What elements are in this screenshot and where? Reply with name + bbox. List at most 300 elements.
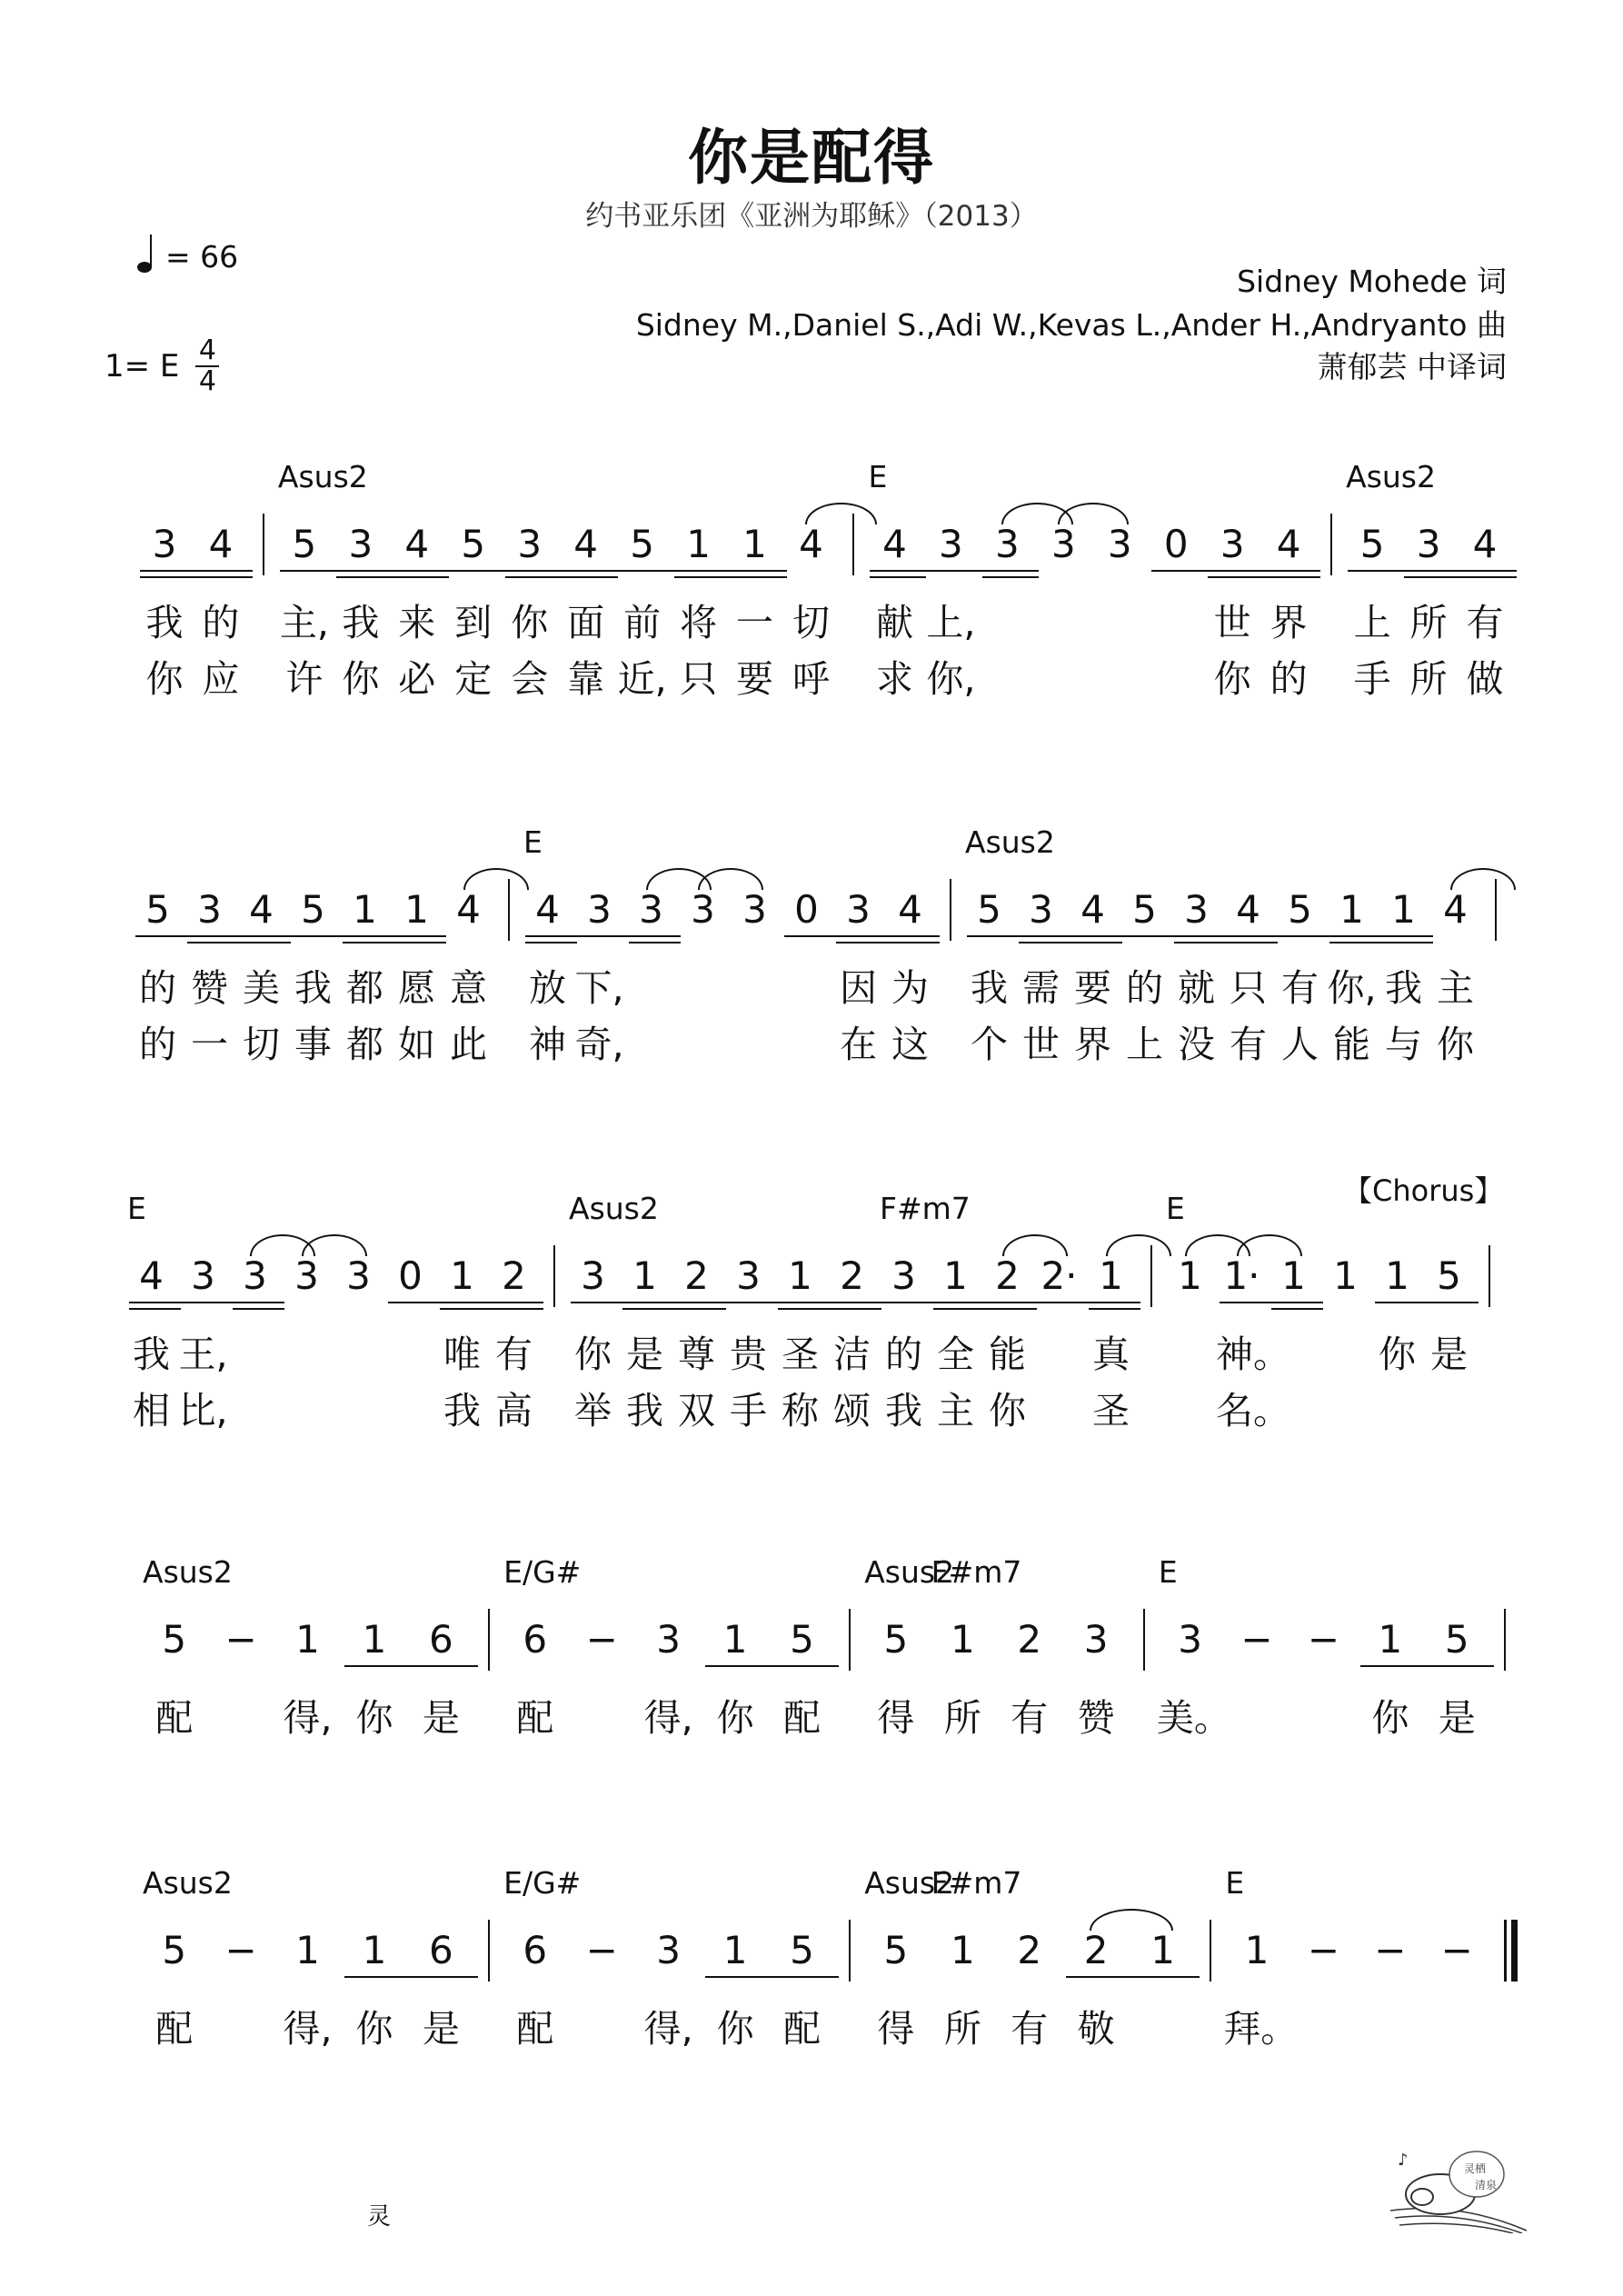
note-slot (862, 1865, 955, 2065)
note-slot (884, 843, 936, 1066)
lyric-verse-2: 如 (398, 1023, 435, 1066)
duration-underline (933, 1302, 985, 1303)
note: 2· (1041, 1253, 1078, 1298)
note: 3 (152, 522, 177, 566)
lyric-verse-1: 到 (454, 601, 493, 644)
duration-underline (772, 1976, 839, 1978)
note-slot (341, 1883, 407, 2065)
lyric-verse-2: 主 (937, 1389, 974, 1433)
note-slot (1457, 477, 1513, 701)
duration-underline (1381, 935, 1433, 937)
lyric-verse-2: 会 (511, 657, 549, 701)
lyric-verse-2: 的 (1270, 657, 1308, 701)
lyric-verse-2: 称 (782, 1389, 819, 1433)
note-slot (408, 1572, 474, 1754)
note: 3 (197, 887, 222, 932)
note-slot (1204, 477, 1260, 701)
score-system (132, 824, 1508, 1066)
duration-underline (1070, 942, 1122, 943)
barline-stroke (1210, 1920, 1211, 1982)
note: 1 (722, 1928, 748, 1972)
chord-symbol: Asus2 (143, 1865, 233, 1901)
duration-underline (1264, 576, 1320, 578)
lyric-verse-2: 你 (145, 657, 184, 701)
chord-symbol: Asus2 (864, 1554, 955, 1590)
chorus-label: 【Chorus】 (1343, 1173, 1504, 1208)
lyric-verse-1: 都 (346, 966, 383, 1010)
lyric-verse-2: 靠 (567, 657, 605, 701)
lyric-verse-1: 我 (145, 601, 184, 644)
note-slot (1424, 1572, 1490, 1754)
note-slot (774, 1209, 826, 1433)
lyric-verse-2: 的 (139, 1023, 176, 1066)
duration-underline (1226, 935, 1278, 937)
note: 3 (517, 522, 543, 566)
lyric-verse-1: 要 (1074, 966, 1111, 1010)
lyric-verse-2: 有 (1230, 1023, 1267, 1066)
lyric-verse-1: 前 (623, 601, 662, 644)
lyric-verse-2: 举 (574, 1389, 612, 1433)
barline-stroke (1504, 1609, 1506, 1671)
note-slot (677, 843, 729, 1024)
note-slot (1357, 1572, 1423, 1754)
note: 2 (502, 1253, 526, 1298)
lyric-verse-1: 面 (567, 601, 605, 644)
lyric-verse-1: 你, (1327, 966, 1377, 1010)
note-slot (1378, 843, 1429, 1066)
lyric-verse-2: 我 (443, 1389, 481, 1433)
lyric-verse-2: 我 (626, 1389, 663, 1433)
chord-symbol: E (868, 459, 888, 494)
chord-symbol: E (1166, 1191, 1185, 1226)
barline (1196, 1883, 1223, 2065)
note-slot (445, 477, 502, 701)
note-slot (177, 1209, 229, 1433)
note: 4 (208, 522, 234, 566)
duration-underline (731, 570, 787, 572)
translator-credit: 萧郁芸 中译词 (1317, 349, 1507, 384)
note: 2 (995, 1253, 1020, 1298)
lyric-verse-1: 配 (782, 2007, 821, 2051)
duration-underline (1226, 942, 1278, 943)
note-slot (769, 1883, 835, 2065)
lyric-verse-2: 必 (398, 657, 436, 701)
note-slot (922, 477, 979, 701)
note: 3 (1178, 1617, 1202, 1662)
note-slot (930, 1554, 1022, 1754)
lyric-verse-1: 有 (1011, 1696, 1049, 1740)
duration-underline (870, 570, 926, 572)
chord-symbol: E (1225, 1865, 1245, 1901)
note: 4 (1443, 887, 1468, 932)
lyric-verse-1: 需 (1022, 966, 1060, 1010)
lyric-verse-1: 美。 (1156, 1696, 1231, 1740)
lyric-verse-1: 配 (155, 2007, 194, 2051)
lyric-verse-1: 放 (529, 966, 566, 1010)
duration-underline (525, 935, 577, 937)
duration-underline (1151, 570, 1208, 572)
chord-symbol: F#m7 (880, 1191, 971, 1226)
lyric-verse-1: 主 (1437, 966, 1474, 1010)
duration-underline (1089, 1308, 1140, 1310)
duration-underline (985, 1302, 1037, 1303)
lyric-verse-2: 手 (1353, 657, 1391, 701)
barline-stroke (508, 879, 510, 941)
duration-underline (280, 570, 336, 572)
note-slot (1119, 843, 1170, 1066)
lyric-verse-1: 你 (1371, 1696, 1409, 1740)
note: 3 (243, 1253, 267, 1298)
duration-underline (181, 1302, 233, 1303)
quarter-note-icon (136, 233, 158, 275)
duration-underline (830, 1308, 881, 1310)
note-slot (391, 843, 443, 1066)
note: 1 (1178, 1253, 1202, 1298)
chord-symbol: E/G# (503, 1554, 582, 1590)
note: − (1374, 1928, 1407, 1972)
note: − (585, 1928, 618, 1972)
lyric-verse-1: 上, (926, 601, 976, 644)
note-slot (567, 1191, 659, 1433)
note-slot (502, 477, 558, 701)
note: − (1307, 1617, 1340, 1662)
note: 4 (1472, 522, 1498, 566)
note-slot (274, 1572, 341, 1754)
lyric-verse-1: 就 (1178, 966, 1215, 1010)
lyric-verse-1: 洁 (833, 1333, 871, 1376)
duration-underline (492, 1302, 543, 1303)
lyric-verse-1: 得, (283, 2007, 333, 2051)
barline (1130, 1572, 1157, 1754)
lyric-verse-1: 得, (643, 1696, 693, 1740)
lyric-verse-2: 切 (243, 1023, 280, 1066)
note: 4 (139, 1253, 164, 1298)
time-bottom: 4 (198, 365, 216, 397)
duration-underline (1271, 1302, 1323, 1303)
lyric-verse-2: 近, (617, 657, 667, 701)
note-slot (558, 477, 614, 701)
lyric-verse-1: 的 (202, 601, 240, 644)
chord-symbol: Asus2 (965, 824, 1055, 860)
lyric-verse-2: 界 (1074, 1023, 1111, 1066)
lyric-verse-2: 定 (454, 657, 493, 701)
note-slot (1274, 843, 1326, 1066)
lyric-verse-1: 赞 (1077, 1696, 1115, 1740)
note-slot (1326, 843, 1378, 1066)
duration-underline (440, 1308, 492, 1310)
duration-underline (1070, 935, 1122, 937)
note-slot (1268, 1209, 1319, 1391)
duration-underline (836, 935, 888, 937)
lyric-verse-2: 应 (202, 657, 240, 701)
note-slot (635, 1883, 702, 2065)
barline (1475, 1209, 1502, 1391)
note: 1 (353, 887, 377, 932)
duration-underline (881, 1302, 933, 1303)
barline (1481, 843, 1508, 1024)
duration-underline (674, 1302, 726, 1303)
note-slot (1216, 1209, 1290, 1433)
note-slot (1371, 1209, 1423, 1391)
note-slot (1062, 1883, 1129, 2065)
lyric-verse-1: 得 (877, 2007, 915, 2051)
note: 1 (1385, 1253, 1409, 1298)
lyric-verse-2: 事 (294, 1023, 332, 1066)
note-slot (1062, 1572, 1129, 1754)
duration-underline (622, 1302, 674, 1303)
note-slot (996, 1883, 1062, 2065)
duration-underline (388, 1302, 440, 1303)
note-slot (963, 824, 1055, 1066)
note: 6 (523, 1928, 548, 1972)
lyric-verse-2: 在 (840, 1023, 877, 1066)
note: 3 (691, 887, 715, 932)
duration-underline (412, 1976, 478, 1978)
duration-underline (187, 935, 239, 937)
note-slot (141, 1865, 233, 2065)
barline (1137, 1209, 1164, 1391)
note: 1 (1339, 887, 1364, 932)
duration-underline (830, 1302, 881, 1303)
barline (494, 843, 522, 1024)
note-slot (1085, 1209, 1137, 1433)
duration-underline (1122, 935, 1174, 937)
tempo-marking (136, 233, 238, 275)
chord-symbol: E (127, 1191, 146, 1226)
duration-underline (505, 570, 562, 572)
note-slot (996, 1572, 1062, 1754)
duration-underline (140, 576, 196, 578)
lyric-verse-1: 有 (1466, 601, 1504, 644)
score-system (136, 459, 1513, 701)
note: 6 (429, 1617, 453, 1662)
note: 5 (883, 1617, 909, 1662)
lyric-verse-2: 圣 (1092, 1389, 1130, 1433)
note: 1 (295, 1928, 320, 1972)
duration-underline (336, 576, 393, 578)
footer-mark: 灵 (367, 2203, 392, 2231)
composer-credit: Sidney M.,Daniel S.,Adi W.,Kevas L.,Ander H.,Andryanto 曲 (635, 307, 1507, 343)
duration-underline (394, 935, 446, 937)
note-slot (276, 459, 368, 701)
lyric-verse-2: 上 (1126, 1023, 1163, 1066)
duration-underline (1329, 935, 1381, 937)
score-system (141, 1865, 1518, 2065)
chord-symbol: E/G# (503, 1865, 582, 1901)
duration-underline (1348, 570, 1404, 572)
time-top: 4 (198, 334, 216, 366)
barline (839, 477, 866, 659)
lyric-verse-1: 我 (133, 1333, 170, 1376)
note-slot (274, 1883, 341, 2065)
duration-underline (1278, 935, 1329, 937)
lyric-verse-2: 要 (736, 657, 774, 701)
lyric-verse-1: 神。 (1216, 1333, 1290, 1376)
note: 5 (162, 1928, 187, 1972)
note: 3 (891, 1253, 916, 1298)
duration-underline (1089, 1302, 1140, 1303)
lyric-verse-1: 因 (840, 966, 877, 1010)
lyric-verse-1: 能 (989, 1333, 1026, 1376)
note: 1 (1150, 1928, 1175, 1972)
note: 5 (461, 522, 486, 566)
note-slot (671, 1209, 722, 1433)
note-slot (1035, 477, 1091, 659)
note-slot (702, 1883, 768, 2065)
barline-stroke (488, 1920, 490, 1982)
note-slot (1033, 1209, 1085, 1391)
note: − (1307, 1928, 1340, 1972)
tempo-value: = 66 (165, 239, 239, 275)
note: 3 (1107, 522, 1132, 566)
barline (1317, 477, 1344, 659)
duration-underline (1208, 576, 1264, 578)
lyric-verse-2: 只 (680, 657, 718, 701)
note-slot (333, 477, 389, 701)
note: 1 (632, 1253, 657, 1298)
note: 1 (943, 1253, 968, 1298)
duration-underline (726, 1302, 778, 1303)
note: 3 (191, 1253, 215, 1298)
lyric-verse-1: 世 (1213, 601, 1251, 644)
lyric-verse-2: 你 (1437, 1023, 1474, 1066)
note: 3 (1050, 522, 1076, 566)
note: 5 (883, 1928, 909, 1972)
barline (835, 1883, 862, 2065)
duration-underline (967, 935, 1019, 937)
note: 5 (630, 522, 654, 566)
note-slot (1091, 477, 1148, 659)
note: 4 (898, 887, 922, 932)
note: 5 (1437, 1253, 1461, 1298)
note-slot (1130, 1883, 1196, 2065)
lyric-verse-2: 许 (285, 657, 324, 701)
lyric-verse-1: 是 (1430, 1333, 1468, 1376)
note: 5 (1444, 1617, 1469, 1662)
barline (1490, 1572, 1518, 1754)
note-slot (783, 477, 840, 701)
lyric-verse-1: 是 (422, 2007, 460, 2051)
note: 4 (799, 522, 823, 566)
note-slot (1067, 843, 1119, 1066)
note: 1 (1281, 1253, 1306, 1298)
lyric-verse-1: 王, (178, 1333, 228, 1376)
lyric-verse-2: 名。 (1216, 1389, 1290, 1433)
note: 1 (722, 1617, 748, 1662)
lyric-verse-1: 下, (574, 966, 624, 1010)
note-slot (443, 843, 494, 1066)
chord-symbol: Asus2 (277, 459, 368, 494)
lyric-verse-1: 敬 (1077, 2007, 1115, 2051)
note-slot (1429, 843, 1481, 1066)
note-slot (569, 1572, 635, 1754)
time-signature (195, 334, 219, 397)
note-slot (727, 477, 783, 701)
note-slot (141, 1554, 233, 1754)
lyric-verse-1: 上 (1353, 601, 1391, 644)
lyric-verse-2: 你, (926, 657, 976, 701)
lyric-verse-2: 你 (989, 1389, 1026, 1433)
note-slot (1170, 843, 1222, 1066)
note: 4 (249, 887, 274, 932)
note-slot (125, 1191, 177, 1433)
note: 1 (1244, 1928, 1270, 1972)
duration-underline (982, 576, 1039, 578)
lyric-verse-1: 圣 (782, 1333, 819, 1376)
note: 6 (429, 1928, 453, 1972)
note-slot (436, 1209, 488, 1433)
chord-symbol: Asus2 (1346, 459, 1436, 494)
barline-stroke (1489, 1245, 1490, 1307)
duration-underline (336, 570, 393, 572)
lyric-verse-2: 人 (1281, 1023, 1319, 1066)
note-slot (193, 477, 249, 701)
duration-underline (1264, 570, 1320, 572)
lyric-verse-2: 一 (191, 1023, 228, 1066)
note: 3 (1220, 522, 1245, 566)
lyricist-credit: Sidney Mohede 词 (1237, 264, 1507, 299)
duration-underline (505, 576, 562, 578)
note: 1 (950, 1617, 975, 1662)
lyric-verse-2: 呼 (792, 657, 830, 701)
lyric-verse-1: 界 (1270, 601, 1308, 644)
lyric-verse-1: 只 (1230, 966, 1267, 1010)
duration-underline (129, 1308, 181, 1310)
lyric-verse-1: 配 (516, 2007, 554, 2051)
duration-underline (233, 1302, 284, 1303)
note-slot (1400, 477, 1457, 701)
lyric-verse-1: 所 (1409, 601, 1448, 644)
duration-underline (705, 1976, 772, 1978)
lyric-verse-1: 献 (875, 601, 913, 644)
duration-underline (784, 935, 836, 937)
note: − (1440, 1928, 1473, 1972)
duration-underline (1174, 942, 1226, 943)
lyric-verse-1: 的 (885, 1333, 922, 1376)
barline-stroke (852, 514, 854, 575)
duration-underline (622, 1308, 674, 1310)
note-slot (1290, 1883, 1357, 2065)
barline-stroke (263, 514, 264, 575)
note: 4 (1080, 887, 1105, 932)
lyric-verse-2: 双 (678, 1389, 715, 1433)
lyric-verse-1: 意 (450, 966, 487, 1010)
barline (474, 1572, 502, 1754)
duration-underline (870, 576, 926, 578)
lyric-verse-1: 你 (716, 1696, 754, 1740)
score-system (125, 1191, 1502, 1433)
barline-stroke (849, 1609, 851, 1671)
svg-text:灵栖: 灵栖 (1464, 2162, 1487, 2175)
note: 3 (1029, 887, 1053, 932)
svg-text:♪: ♪ (1398, 2151, 1409, 2170)
lyric-verse-2: 比, (178, 1389, 228, 1433)
note: 3 (1083, 1617, 1109, 1662)
note-slot (826, 1209, 878, 1433)
note-slot (1222, 843, 1274, 1066)
note-slot (184, 843, 235, 1066)
note: 1 (1333, 1253, 1358, 1298)
lyric-verse-1: 你 (1379, 1333, 1416, 1376)
duration-underline (525, 942, 577, 943)
note: 2 (840, 1253, 864, 1298)
chord-symbol: Asus2 (864, 1865, 955, 1901)
note: 1· (1223, 1253, 1260, 1298)
duration-underline (1381, 942, 1433, 943)
duration-underline (187, 942, 239, 943)
note-slot (1164, 1191, 1216, 1391)
note: 3 (656, 1617, 681, 1662)
